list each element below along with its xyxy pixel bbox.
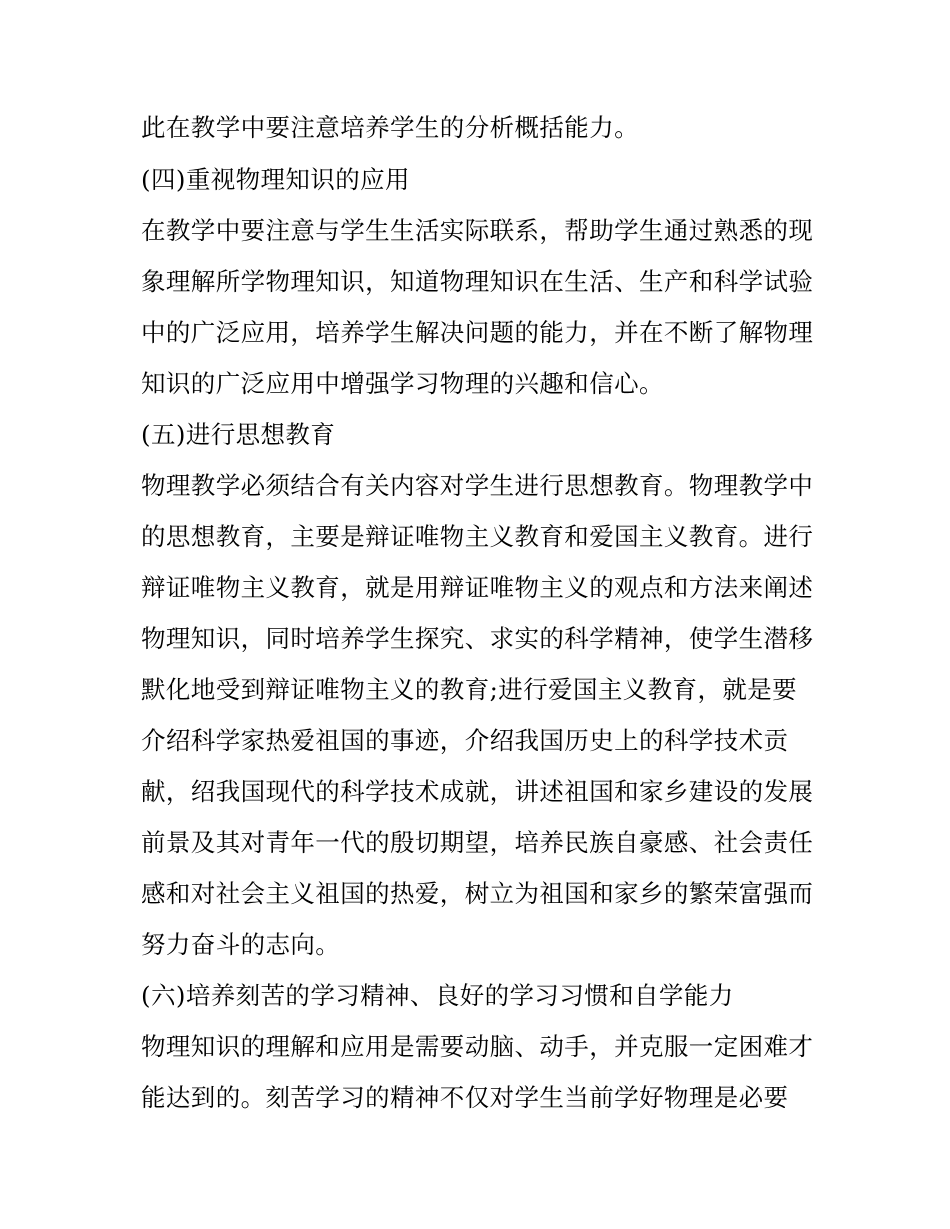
text-line: 默化地受到辩证唯物主义的教育;进行爱国主义教育，就是要 — [141, 675, 798, 704]
text-line: 物理知识，同时培养学生探究、求实的科学精神，使学生潜移 — [141, 624, 814, 653]
text-line: 的思想教育，主要是辩证唯物主义教育和爱国主义教育。进行 — [141, 522, 814, 551]
text-line: 物理知识的理解和应用是需要动脑、动手，并克服一定困难才 — [141, 1032, 814, 1061]
text-line: 辩证唯物主义教育，就是用辩证唯物主义的观点和方法来阐述 — [141, 573, 814, 602]
text-line: 能达到的。刻苦学习的精神不仅对学生当前学好物理是必要 — [141, 1083, 789, 1112]
text-line: 此在教学中要注意培养学生的分析概括能力。 — [141, 113, 639, 142]
text-line: 象理解所学物理知识，知道物理知识在生活、生产和科学试验 — [141, 267, 814, 296]
text-line: 知识的广泛应用中增强学习物理的兴趣和信心。 — [141, 369, 664, 398]
text-line: 在教学中要注意与学生生活实际联系，帮助学生通过熟悉的现 — [141, 216, 814, 245]
text-line: 献，绍我国现代的科学技术成就，讲述祖国和家乡建设的发展 — [141, 777, 814, 806]
text-line: 感和对社会主义祖国的热爱，树立为祖国和家乡的繁荣富强而 — [141, 879, 814, 908]
text-line: 中的广泛应用，培养学生解决问题的能力，并在不断了解物理 — [141, 318, 814, 347]
text-line: 前景及其对青年一代的殷切期望，培养民族自豪感、社会责任 — [141, 828, 814, 857]
section-heading-5: (五)进行思想教育 — [141, 420, 336, 449]
text-line: 介绍科学家热爱祖国的事迹，介绍我国历史上的科学技术贡 — [141, 726, 789, 755]
text-line: 物理教学必须结合有关内容对学生进行思想教育。物理教学中 — [141, 471, 814, 500]
section-heading-4: (四)重视物理知识的应用 — [141, 165, 410, 194]
text-line: 努力奋斗的志向。 — [141, 930, 341, 959]
section-heading-6: (六)培养刻苦的学习精神、良好的学习习惯和自学能力 — [141, 981, 734, 1010]
